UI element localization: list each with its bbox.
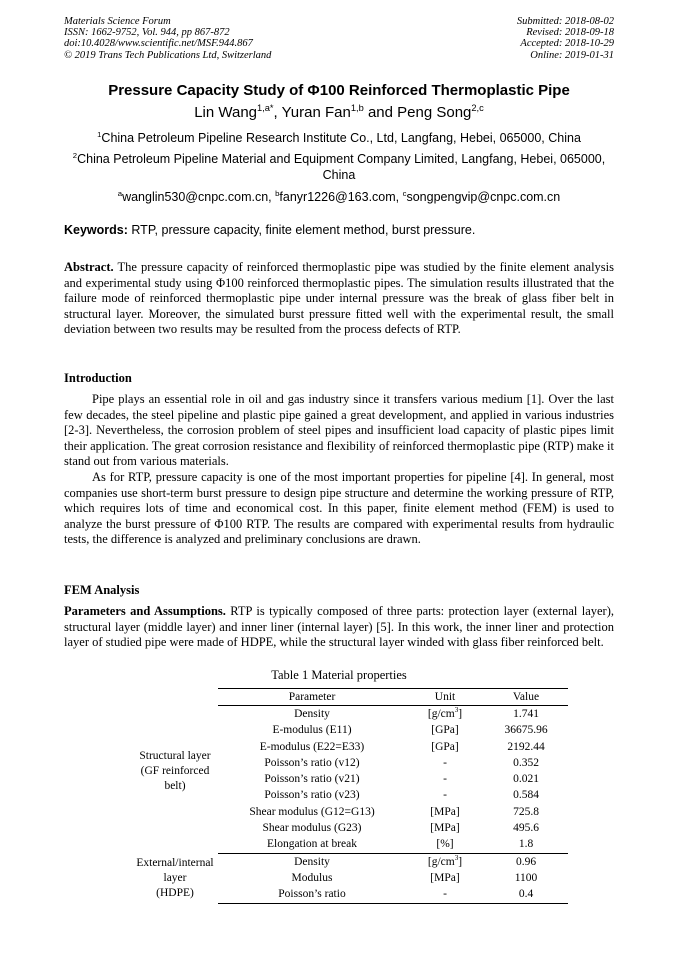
abstract [64,260,614,338]
group-label-line: layer [163,872,187,884]
table-cell-unit: [MPa] [430,871,460,884]
table-cell-value: 1.741 [513,707,539,720]
table-row [218,820,568,836]
accepted-date: Accepted: 2018-10-29 [520,38,614,50]
unit-sup: 3 [454,853,459,862]
table-cell-value: 0.96 [484,853,568,870]
affiliation-sup: 1 [97,129,102,139]
unit-text: ] [458,707,463,720]
table-body-structural [218,706,568,854]
group-label-line: belt) [164,780,186,792]
journal-name: Materials Science Forum [64,16,171,27]
abstract-text: The pressure capacity of reinforced thermoplastic pipe was studied by the finite element analysis and experimental study using Φ100 reinforced thermoplastic pipes. The simulation results illustrated that the failure mode of reinforced thermoplastic pipe under internal pressure was the break of glass fiber belt in structural layer. Moreover, the simulated burst pressure fitted well with the experimental result, the small deviation between two results may be resulted from the process defects of RTP. [64,260,614,337]
affiliation-sup: 2 [72,150,78,160]
intro-paragraph-1: Pipe plays an essential role in oil and gas industry since it transfers various medium [1]. Over the last few decades, the steel pipeline and plastic pipe gained a great development, and applied in various industries [2-3]. Nevertheless, the corrosion problem of steel pipes and insufficient load capacity of plastic pipes limit their application. The great corrosion resistance and flexibility of reinforced thermoplastic pipe (RTP) make it stand out from various materials. [64,392,614,469]
table-cell-unit: [GPa] [431,740,459,753]
author-sep: and [363,104,398,121]
table-cell-parameter: Poisson’s ratio (v12) [264,756,360,769]
table-cell-unit: [GPa] [431,724,459,737]
group-label-line: (HDPE) [156,887,194,899]
author-name: Peng Song [397,104,472,121]
table-row [218,804,568,820]
email-sup: c [402,188,407,198]
table-cell-value: 1100 [514,871,538,884]
table-row [218,771,568,787]
section-heading-introduction: Introduction [64,371,132,385]
author-sup: 1,a* [257,103,274,113]
table-header-row [218,689,568,706]
table-cell-unit: [MPa] [430,822,460,835]
email-sup: a [117,188,123,198]
abstract-label: Abstract. [64,260,114,274]
table-header-cell: Value [484,689,568,706]
table-cell-unit [406,853,484,870]
doi: doi:10.4028/www.scientific.net/MSF.944.867 [64,38,253,50]
author-sup: 1,b [350,103,364,113]
unit-text: [g/cm [427,855,455,868]
author-name: Lin Wang [194,104,257,121]
table-row [218,723,568,739]
paper-title: Pressure Capacity Study of Φ100 Reinforced Thermoplastic Pipe [108,82,570,99]
unit-text: [g/cm [427,707,455,720]
section-heading-fem: FEM Analysis [64,583,140,597]
table-cell-value: 2192.44 [507,740,545,753]
group-label-line: (GF reinforced [140,765,210,777]
email-sup: b [275,188,280,198]
table-cell-parameter: Poisson’s ratio [218,887,406,904]
table-row [218,887,568,904]
table-row [218,706,568,723]
table-cell-value: 36675.96 [504,724,548,737]
group-label-line: Structural layer [139,750,211,762]
table-cell-parameter: Density [218,853,406,870]
table-group-label-hdpe [120,856,230,901]
table-group-label-structural [120,749,230,794]
table-cell-parameter: Shear modulus (G12=G13) [249,805,375,818]
table-cell-parameter: Density [294,707,330,720]
table-row [218,853,568,870]
affiliation-2 [64,151,614,183]
table-cell-parameter: Elongation at break [266,838,358,851]
table-caption: Table 1 Material properties [271,668,407,682]
material-properties-table [218,688,568,904]
fem-text: RTP is typically composed of three parts: protection layer (external layer), structural layer (middle layer) and inner liner (internal layer) [5]. In this work, the inner liner and protection layer of studied pipe were made of HDPE, while the structural layer winded with glass fiber reinforced belt. [64,604,614,650]
table-cell-value: 0.584 [513,789,539,802]
table-cell-unit: [%] [436,838,454,851]
table-cell-parameter: Poisson’s ratio (v23) [264,789,360,802]
issn: ISSN: 1662-9752, Vol. 944, pp 867-872 [64,27,230,39]
table-cell-value: 725.8 [513,805,539,818]
table-cell-unit: - [443,773,447,786]
email-link[interactable]: songpengvip@cnpc.com.cn [406,190,561,204]
table-cell-value: 0.352 [513,756,539,769]
intro-paragraph-2: As for RTP, pressure capacity is one of the most important properties for pipeline [4]. In general, most companies use short-term burst pressure to design pipe structure and determine the working pressure of RTP, which requires lots of time and economical cost. In this paper, finite element method (FEM) is used to analyze the burst pressure of Φ100 RTP. The results are compared with experimental results from hydraulic tests, the difference is analyzed and preliminary conclusions are drawn. [64,470,614,547]
table-row [218,788,568,804]
copyright: © 2019 Trans Tech Publications Ltd, Switzerland [64,49,272,61]
keywords-text: RTP, pressure capacity, finite element method, burst pressure. [127,223,476,237]
table-cell-parameter: E-modulus (E22=E33) [259,740,365,753]
online-date: Online: 2019-01-31 [530,49,614,61]
author-list [0,104,678,121]
table-cell-value: 1.8 [518,838,534,851]
fem-paragraph [64,604,614,651]
unit-sup: 3 [454,706,459,715]
table-cell-unit: [MPa] [430,805,460,818]
table-cell-parameter: Shear modulus (G23) [262,822,362,835]
table-cell-parameter: Modulus [291,871,333,884]
table-cell-unit: - [443,756,447,769]
table-cell-unit: - [406,887,484,904]
keywords-label: Keywords: [64,223,128,237]
email-link[interactable]: wanglin530@cnpc.com.cn, [122,190,276,204]
table-cell-value: 495.6 [513,822,539,835]
dates-header [517,16,614,61]
table-row [218,755,568,771]
table-cell-value: 0.021 [513,773,539,786]
table-header-cell: Unit [406,689,484,706]
author-sup: 2,c [471,103,484,113]
affiliation-text: China Petroleum Pipeline Material and Equipment Company Limited, Langfang, Hebei, 065000, China [77,152,606,182]
affiliation-1 [64,130,614,146]
table-cell-parameter: E-modulus (E11) [272,724,352,737]
unit-text: ] [458,855,463,868]
table-cell-unit: - [443,789,447,802]
revised-date: Revised: 2018-09-18 [526,27,614,39]
table-cell-value: 0.4 [484,887,568,904]
group-label-line: External/internal [136,857,214,869]
email-link[interactable]: fanyr1226@163.com, [279,190,403,204]
author-name: Yuran Fan [281,104,351,121]
table-cell-unit [406,706,484,723]
email-line [64,189,614,205]
submitted-date: Submitted: 2018-08-02 [516,16,614,27]
affiliation-text: China Petroleum Pipeline Research Institute Co., Ltd, Langfang, Hebei, 065000, China [101,131,581,145]
author-sep: , [273,104,282,121]
table-row [218,870,568,886]
subsection-label: Parameters and Assumptions. [64,604,226,618]
table-header-cell: Parameter [218,689,406,706]
table-row [218,739,568,755]
table-row [218,837,568,854]
table-cell-parameter: Poisson’s ratio (v21) [264,773,360,786]
keywords [64,223,614,237]
journal-header [64,16,271,61]
table-body-hdpe [218,853,568,903]
